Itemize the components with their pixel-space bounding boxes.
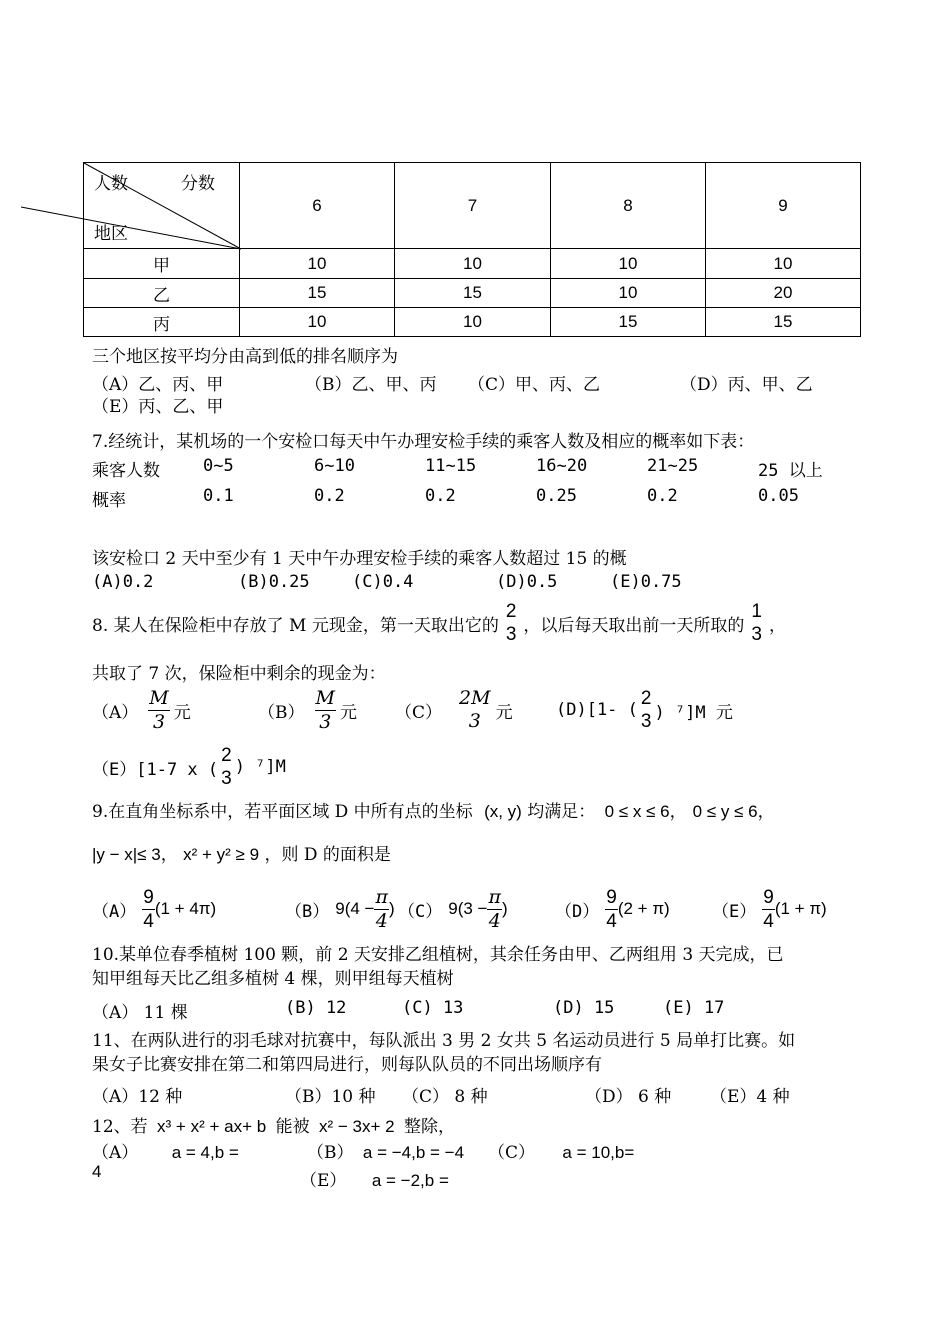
fraction-denominator: 4 (375, 909, 388, 932)
q7-range: 6~10 (314, 456, 355, 476)
q7-option-a: (A)0.2 (92, 572, 154, 592)
option-expr: 9(3 − (448, 899, 488, 918)
q9-cond-y: 0 ≤ y ≤ 6 (692, 802, 758, 821)
q11-option-e: （E）4 种 (710, 1087, 790, 1107)
q12-option-a-continued: 4 (92, 1162, 102, 1181)
option-label: （C） (395, 702, 443, 723)
q12-stem (92, 1112, 455, 1137)
q12-option-a (92, 1138, 239, 1163)
q10-line2: 知甲组每天比乙组多植树 4 棵，则甲组每天植树 (92, 969, 454, 989)
option-tail: ) ⁷]M 元 (654, 702, 733, 723)
value-cell: 10 (551, 249, 706, 279)
q7-range: 25 以上 (758, 461, 823, 481)
option-label: （E）[1-7 x ( (92, 759, 219, 780)
q7-prob: 0.2 (647, 486, 678, 506)
q7-prob: 0.1 (203, 486, 234, 506)
q8-stem (92, 597, 786, 649)
fraction-numerator: π (375, 885, 388, 908)
q8-fraction-one-third (750, 600, 763, 646)
fraction-denominator: 4 (143, 910, 154, 932)
fraction-denominator: 3 (640, 711, 652, 732)
q12-option-b (307, 1138, 464, 1163)
q10-option-b: (B) 12 (285, 998, 347, 1018)
q9-coord: (x, y) (484, 802, 522, 821)
q9-option-e (712, 883, 827, 935)
q9-cond-abs: |y − x|≤ 3 (92, 845, 161, 864)
option-label: （B） (258, 702, 305, 723)
q12-option-c (488, 1138, 634, 1163)
q6-option-a: （A）乙、丙、甲 (92, 375, 224, 395)
q9-d-fraction (605, 886, 618, 933)
value-cell: 20 (706, 279, 861, 308)
table-row (84, 249, 861, 279)
fraction-denominator: 4 (606, 910, 617, 932)
q9-line2 (92, 840, 391, 865)
q8-b-fraction (315, 687, 336, 734)
fraction-numerator: 9 (606, 886, 617, 908)
fraction-numerator: 1 (751, 601, 762, 622)
q8-line2: 共取了 7 次，保险柜中剩余的现金为： (92, 664, 386, 684)
q7-range: 11~15 (425, 456, 477, 476)
diagonal-header-cell (84, 163, 240, 249)
value-cell: 10 (395, 249, 551, 279)
q11-option-a: （A）12 种 (92, 1087, 183, 1107)
option-expr: 9(4 − (335, 899, 375, 918)
q8-stem-b: ，以后每天取出前一天所取的 (523, 615, 745, 636)
header-people: 人数 (94, 174, 128, 193)
q7-option-e: (E)0.75 (610, 572, 682, 592)
fraction-numerator: 9 (763, 886, 774, 908)
option-label: （A） (92, 1143, 139, 1163)
q7-option-d: (D)0.5 (496, 572, 558, 592)
value-cell: 10 (240, 249, 395, 279)
q10-option-c: (C) 13 (402, 998, 464, 1018)
score-table (83, 162, 861, 337)
option-expr: (1 + 4π) (154, 899, 217, 918)
q7-question: 该安检口 2 天中至少有 1 天中午办理安检手续的乘客人数超过 15 的概 (92, 549, 627, 569)
q9-e-fraction (762, 886, 775, 933)
table-row (84, 279, 861, 308)
q12-option-e (300, 1166, 449, 1191)
fraction-denominator: 3 (152, 710, 166, 733)
q10-option-e: (E) 17 (663, 998, 725, 1018)
q9-c-fraction (487, 886, 502, 933)
option-expr: a = −2,b = (371, 1171, 449, 1190)
fraction-numerator: 2 (505, 601, 517, 622)
option-expr: (1 + π) (774, 899, 827, 918)
option-expr: a = −4,b = −4 (362, 1143, 465, 1162)
table-row (84, 308, 861, 337)
q9-comma: ， (757, 802, 775, 822)
q9-tail: ，则 D 的面积是 (264, 845, 391, 865)
q12-stem-a: 12、若 (92, 1117, 148, 1137)
q8-c-fraction (458, 687, 492, 733)
fraction-numerator: M (149, 686, 169, 709)
q7-prob: 0.25 (536, 486, 577, 506)
q11-line2: 果女子比赛安排在第二和第四局进行，则每队队员的不同出场顺序有 (92, 1055, 602, 1075)
option-label: （A） (92, 901, 137, 922)
q7-range: 21~25 (647, 456, 699, 476)
value-cell: 15 (551, 308, 706, 337)
q9-option-a (92, 883, 216, 935)
q8-option-d (556, 684, 733, 736)
option-expr: (2 + π) (617, 899, 670, 918)
header-region: 地区 (94, 224, 128, 243)
q8-fraction-two-thirds (505, 600, 518, 646)
q12-poly2: x² − 3x+ 2 (319, 1117, 395, 1136)
option-label: （E） (300, 1171, 347, 1191)
fraction-denominator: 4 (763, 910, 774, 932)
q8-option-a (92, 684, 191, 736)
fraction-numerator: M (315, 686, 335, 709)
q10-line1: 10.某单位春季植树 100 颗，前 2 天安排乙组植树，其余任务由甲、乙两组用 3 天完成，已 (92, 945, 784, 965)
option-label: （B） (285, 901, 330, 922)
option-label: （B） (307, 1143, 354, 1163)
q6-option-b: （B）乙、甲、丙 (305, 375, 437, 395)
q9-stem-line (92, 797, 775, 822)
q10-option-a: （A） 11 棵 (92, 1003, 188, 1023)
q8-option-c (395, 684, 513, 736)
q7-stem: 7.经统计，某机场的一个安检口每天中午办理安检手续的乘客人数及相应的概率如下表： (92, 432, 755, 452)
option-label: （C） (488, 1143, 536, 1163)
q8-d-fraction (640, 687, 653, 733)
region-cell: 乙 (84, 279, 240, 308)
score-col-7: 7 (395, 163, 551, 249)
q12-poly1: x³ + x² + ax+ b (157, 1117, 267, 1136)
q7-range: 16~20 (536, 456, 588, 476)
value-cell: 10 (706, 249, 861, 279)
option-unit: 元 (339, 702, 357, 723)
option-expr: ) (388, 899, 395, 918)
q12-stem-c: 整除， (404, 1117, 456, 1137)
q8-stem-c: ， (769, 615, 786, 636)
fraction-denominator: 4 (488, 909, 501, 932)
score-col-8: 8 (551, 163, 706, 249)
option-unit: 元 (173, 702, 191, 723)
region-cell: 甲 (84, 249, 240, 279)
q11-option-d: （D） 6 种 (585, 1087, 672, 1107)
fraction-denominator: 3 (468, 710, 481, 732)
q8-stem-a: 8. 某人在保险柜中存放了 M 元现金，第一天取出它的 (92, 615, 499, 636)
option-expr: a = 4,b = (171, 1143, 239, 1162)
q9-sep: ， (160, 845, 178, 865)
fraction-denominator: 3 (505, 624, 517, 645)
q7-prob: 0.2 (314, 486, 345, 506)
option-label: （E） (712, 901, 757, 922)
option-expr: ) (501, 899, 508, 918)
q10-option-d: (D) 15 (553, 998, 615, 1018)
region-cell: 丙 (84, 308, 240, 337)
q6-stem: 三个地区按平均分由高到低的排名顺序为 (92, 347, 398, 367)
q9-b-fraction (374, 886, 389, 933)
q8-option-b (258, 684, 357, 736)
q9-a-fraction (142, 886, 155, 933)
q11-option-c: （C） 8 种 (402, 1087, 488, 1107)
q7-range: 0~5 (203, 456, 234, 476)
q8-e-fraction (220, 744, 233, 790)
fraction-denominator: 3 (751, 624, 762, 645)
fraction-numerator: 2 (221, 745, 232, 766)
q7-option-c: (C)0.4 (352, 572, 414, 592)
fraction-denominator: 3 (319, 710, 332, 733)
value-cell: 10 (395, 308, 551, 337)
option-label: （D） (555, 901, 600, 922)
option-label: (D)[1- ( (556, 700, 638, 720)
score-col-9: 9 (706, 163, 861, 249)
q12-stem-b: 能被 (275, 1117, 310, 1137)
option-label: （C） (398, 901, 443, 922)
value-cell: 15 (395, 279, 551, 308)
value-cell: 15 (706, 308, 861, 337)
q6-option-e: （E）丙、乙、甲 (92, 397, 224, 417)
q9-cond-circle: x² + y² ≥ 9 (183, 845, 260, 864)
q11-line1: 11、在两队进行的羽毛球对抗赛中，每队派出 3 男 2 女共 5 名运动员进行 5 局单打比赛。如 (92, 1031, 796, 1051)
q9-option-b (285, 883, 395, 935)
q7-row-label-prob: 概率 (92, 491, 126, 511)
fraction-denominator: 3 (221, 768, 232, 789)
fraction-numerator: 9 (143, 886, 154, 908)
q7-row-label-count: 乘客人数 (92, 461, 160, 481)
option-unit: 元 (495, 702, 513, 723)
q9-sep: ， (669, 802, 687, 822)
header-score: 分数 (181, 174, 215, 193)
q9-option-c (398, 883, 508, 935)
q9-option-d (555, 883, 670, 935)
q7-prob: 0.2 (425, 486, 456, 506)
q9-cond-x: 0 ≤ x ≤ 6 (604, 802, 670, 821)
fraction-numerator: π (488, 885, 501, 908)
q7-option-b: (B)0.25 (238, 572, 310, 592)
q11-option-b: （B）10 种 (285, 1087, 376, 1107)
option-label: （A） (92, 702, 139, 723)
fraction-numerator: 2 (640, 688, 652, 709)
option-tail: ) ⁷]M (234, 757, 286, 777)
q9-stem-b: 均满足： (527, 802, 596, 822)
value-cell: 10 (240, 308, 395, 337)
option-expr: a = 10,b= (562, 1143, 635, 1162)
value-cell: 15 (240, 279, 395, 308)
q7-prob: 0.05 (758, 486, 799, 506)
q8-option-e (92, 741, 286, 793)
q8-a-fraction (148, 687, 169, 734)
q6-option-d: （D）丙、甲、乙 (680, 375, 813, 395)
q9-stem: 9.在直角坐标系中，若平面区域 D 中所有点的坐标 (92, 802, 473, 822)
score-col-6: 6 (240, 163, 395, 249)
fraction-numerator: 2M (459, 687, 491, 709)
value-cell: 10 (551, 279, 706, 308)
q6-option-c: （C）甲、丙、乙 (468, 375, 601, 395)
